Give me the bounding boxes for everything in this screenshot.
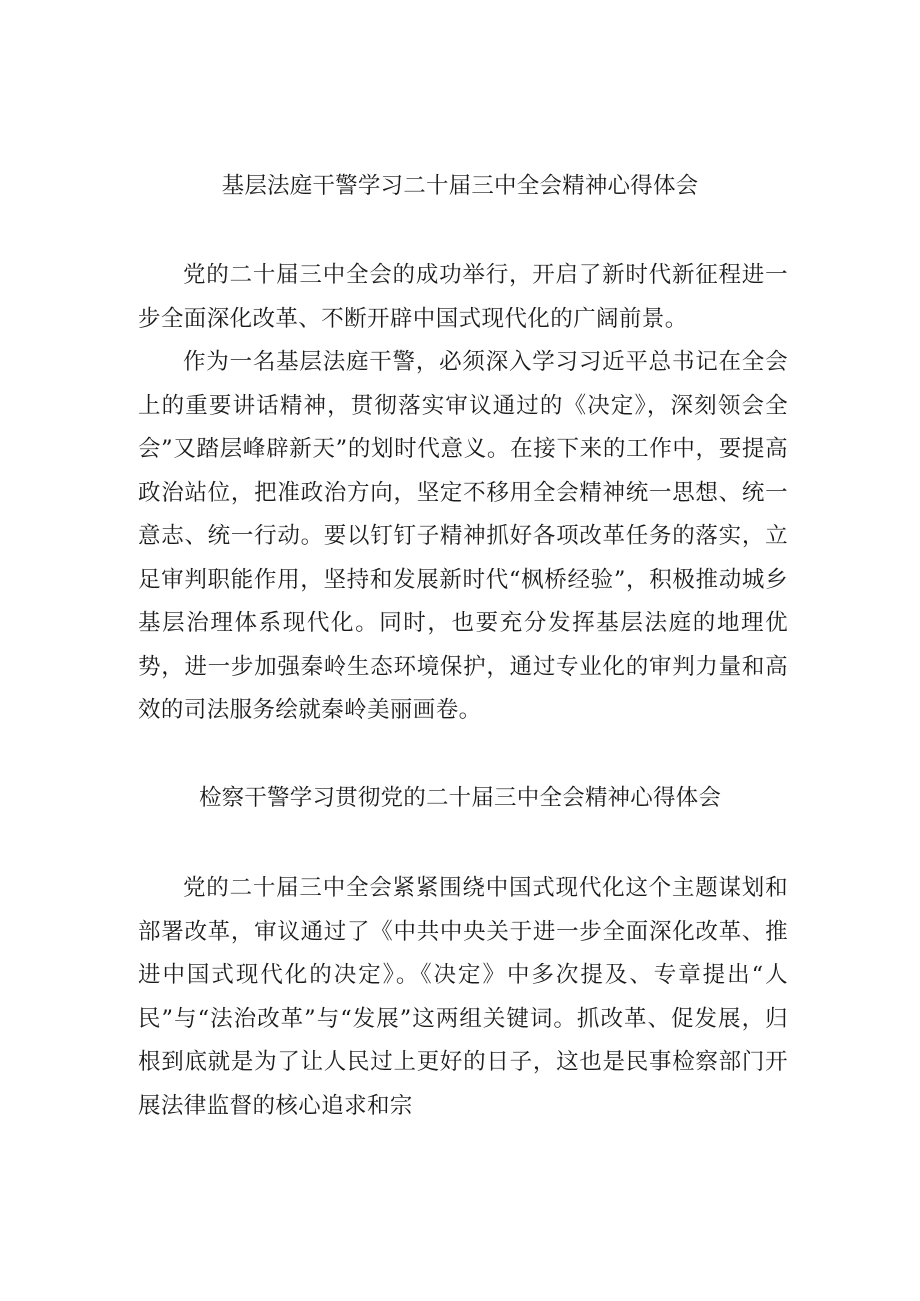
- section-title-court-police: 基层法庭干警学习二十届三中全会精神心得体会: [221, 173, 699, 199]
- paragraph-plenum-opening: 党的二十届三中全会的成功举行，开启了新时代新征程进一步全面深化改革、不断开辟中国式现代化的广阔前景。: [138, 262, 788, 332]
- paragraph-court-police-duties: 作为一名基层法庭干警，必须深入学习习近平总书记在全会上的重要讲话精神，贯彻落实审议通过的《决定》，深刻领会全会”又踏层峰辟新天”的划时代意义。在接下来的工作中，要提高政治站位，把准政治方向，坚定不移用全会精神统一思想、统一意志、统一行动。要以钉钉子精神抓好各项改革任务的落实，立足审判职能作用，坚持和发展新时代“枫桥经验”，积极推动城乡基层治理体系现代化。同时，也要充分发挥基层法庭的地理优势，进一步加强秦岭生态环境保护，通过专业化的审判力量和高效的司法服务绘就秦岭美丽画卷。: [138, 349, 788, 723]
- paragraph-procuratorate-reform: 党的二十届三中全会紧紧围绕中国式现代化这个主题谋划和部署改革，审议通过了《中共中央关于进一步全面深化改革、推进中国式现代化的决定》。《决定》中多次提及、专章提出“人民”与“法治改革”与“发展”这两组关键词。抓改革、促发展，归根到底就是为了让人民过上更好的日子，这也是民事检察部门开展法律监督的核心追求和宗: [138, 875, 788, 1119]
- section-title-procuratorate-police: 检察干警学习贯彻党的二十届三中全会精神心得体会: [198, 785, 722, 811]
